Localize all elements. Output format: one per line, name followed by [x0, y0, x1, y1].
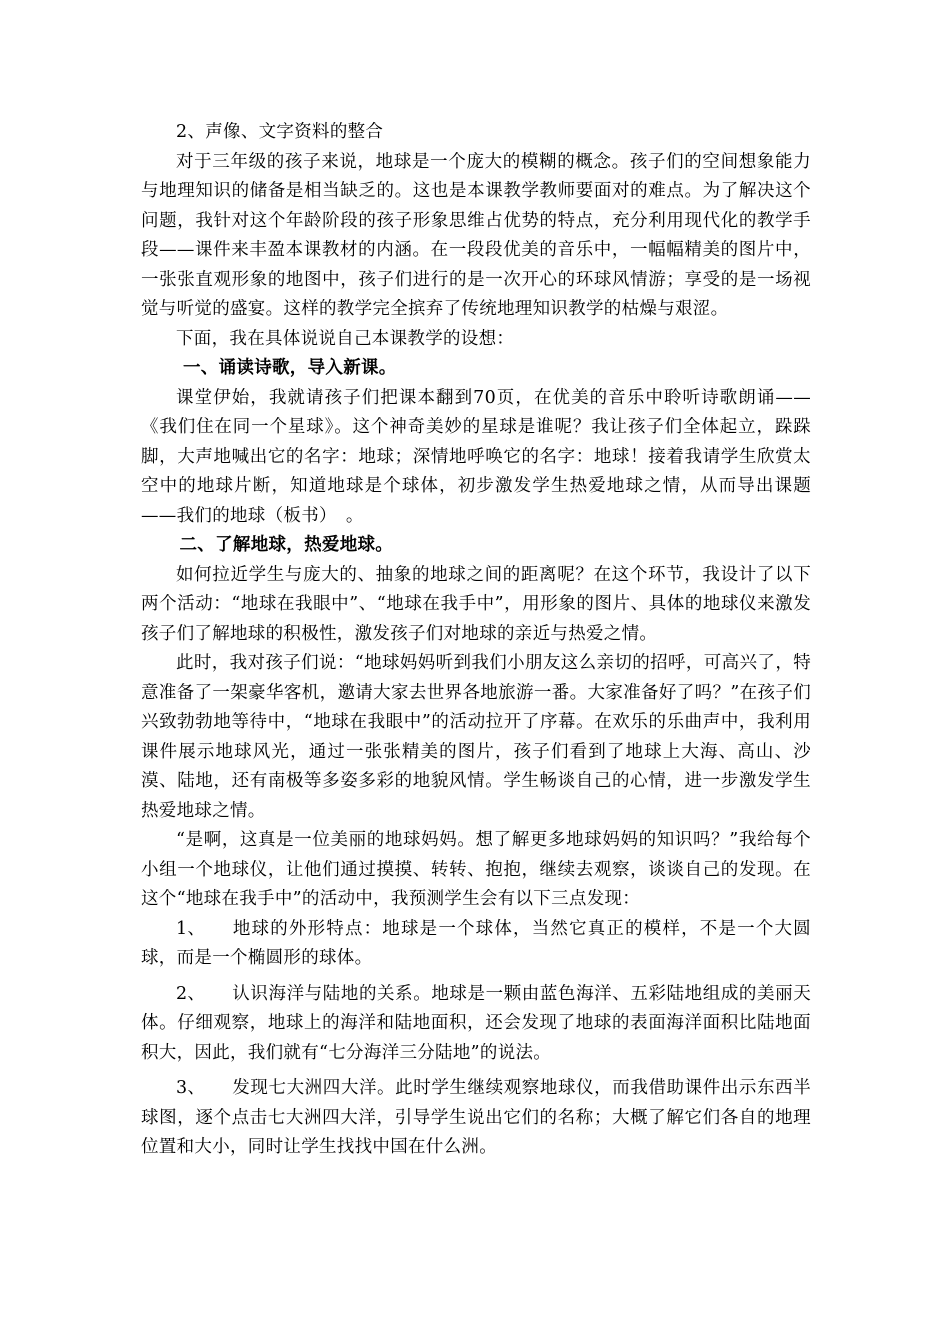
list-item-number: 1、: [176, 918, 206, 939]
paragraph-earth-hand: “是啊，这真是一位美丽的地球妈妈。想了解更多地球妈妈的知识吗？”我给每个小组一个地球仪，让他们通过摸摸、转转、抱抱，继续去观察，谈谈自己的发现。在这个“地球在我手中”的活动中，我预测学生会有以下三点发现：: [141, 830, 811, 909]
list-item-1: [141, 915, 811, 974]
paragraph-poem: 课堂伊始，我就请孩子们把课本翻到70页，在优美的音乐中聆听诗歌朗诵——《我们住在同一个星球》。这个神奇美妙的星球是谁呢？我让孩子们全体起立，跺跺脚，大声地喊出它的名字：地球；深情地呼唤它的名字：地球！接着我请学生欣赏太空中的地球片断，知道地球是个球体，初步激发学生热爱地球之情，从而导出课题——我们的地球（板书） 。: [141, 387, 811, 526]
list-item-number: 3、: [176, 1078, 206, 1098]
paragraph-plan: 下面，我在具体说说自己本课教学的设想：: [176, 328, 515, 349]
list-item-text: 地球的外形特点：地球是一个球体，当然它真正的模样，不是一个大圆球，而是一个椭圆形的球体。: [141, 918, 811, 968]
section-title: 2、声像、文字资料的整合: [176, 122, 384, 142]
paragraph-activities: 如何拉近学生与庞大的、抽象的地球之间的距离呢？在这个环节，我设计了以下两个活动：“地球在我眼中”、“地球在我手中”，用形象的图片、具体的地球仪来激发孩子们了解地球的积极性，激发孩子们对地球的亲近与热爱之情。: [141, 564, 811, 644]
list-item-number: 2、: [176, 983, 206, 1004]
list-item-text: 认识海洋与陆地的关系。地球是一颗由蓝色海洋、五彩陆地组成的美丽天体。仔细观察，地球上的海洋和陆地面积，还会发现了地球的表面海洋面积比陆地面积大，因此，我们就有“七分海洋三分陆地”的说法。: [141, 983, 811, 1063]
heading-one: 一、诵读诗歌，导入新课。: [183, 358, 397, 378]
list-item-2: [141, 980, 811, 1069]
paragraph-intro: 对于三年级的孩子来说，地球是一个庞大的模糊的概念。孩子们的空间想象能力与地理知识的储备是相当缺乏的。这也是本课教学教师要面对的难点。为了解决这个问题，我针对这个年龄阶段的孩子形象思维占优势的特点，充分利用现代化的教学手段——课件来丰盈本课教材的内涵。在一段段优美的音乐中，一幅幅精美的图片中，一张张直观形象的地图中，孩子们进行的是一次开心的环球风情游；享受的是一场视觉与听觉的盛宴。这样的教学完全摈弃了传统地理知识教学的枯燥与艰涩。: [141, 151, 811, 319]
list-item-3: [141, 1074, 811, 1163]
list-item-text: 发现七大洲四大洋。此时学生继续观察地球仪，而我借助课件出示东西半球图，逐个点击七大洲四大洋，引导学生说出它们的名称；大概了解它们各自的地理位置和大小，同时让学生找找中国在什么洲。: [141, 1078, 811, 1157]
paragraph-earth-eye: 此时，我对孩子们说：“地球妈妈听到我们小朋友这么亲切的招呼，可高兴了，特意准备了一架豪华客机，邀请大家去世界各地旅游一番。大家准备好了吗？”在孩子们兴致勃勃地等待中，“地球在我眼中”的活动拉开了序幕。在欢乐的乐曲声中，我利用课件展示地球风光，通过一张张精美的图片，孩子们看到了地球上大海、高山、沙漠、陆地，还有南极等多姿多彩的地貌风情。学生畅谈自己的心情，进一步激发学生热爱地球之情。: [141, 653, 811, 821]
document-body: [141, 118, 811, 1163]
heading-two: 二、了解地球，热爱地球。: [179, 535, 394, 555]
